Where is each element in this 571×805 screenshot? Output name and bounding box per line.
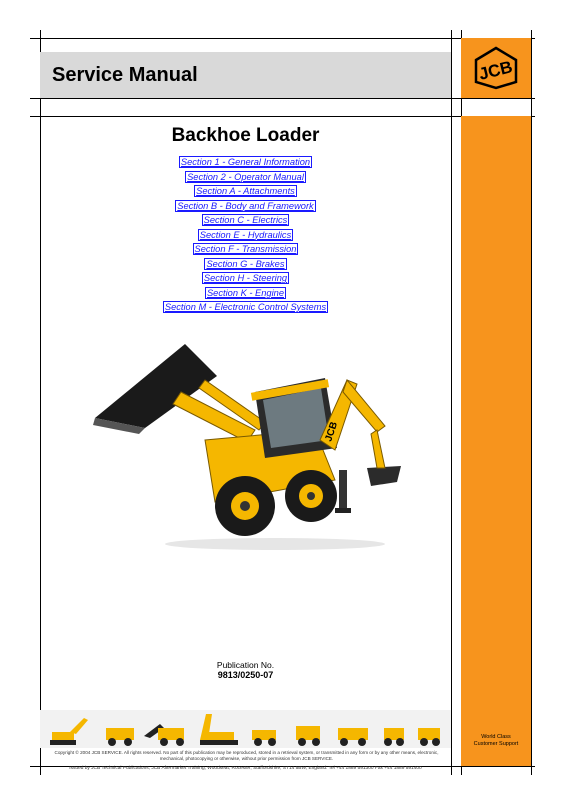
frame-body-top-line [30,116,535,117]
list-item [40,183,451,198]
svg-text:JCB: JCB [323,420,341,443]
section-link[interactable]: Section K - Engine [206,287,284,298]
logo-text: JCB [476,57,515,84]
section-link[interactable]: Section M - Electronic Control Systems [164,302,327,312]
list-item [40,299,451,314]
brand-panel-side [461,116,531,766]
section-link[interactable]: Section B - Body and Framework [177,200,314,211]
frame-right-line [531,30,532,775]
slogan-line: World Class [481,734,511,740]
section-list [40,154,451,314]
section-link[interactable]: Section C - Electrics [203,215,288,225]
list-item [40,256,451,271]
issued-by-notice: Issued by JCB Technical Publications, JCB Aftermarket Training, Woodseat, Rocester, Staffordshire, ST14 5BW, England. Tel +44 1889 591300 Fax +44 1889 591400 [69,766,422,771]
document-title: Backhoe Loader [171,125,320,146]
list-item [40,270,451,285]
section-link[interactable]: Section A - Attachments [196,186,295,196]
section-link[interactable]: Section E - Hydraulics [199,229,292,240]
slogan [461,734,531,748]
list-item [40,241,451,256]
list-item [40,169,451,184]
list-item [40,285,451,300]
backhoe-loader-image [85,330,415,555]
slogan-line: Customer Support [473,741,519,747]
list-item [40,227,451,242]
list-item [40,212,451,227]
frame-inner-line [451,30,452,775]
section-link[interactable]: Section 1 - General Information [180,157,311,167]
page-title: Service Manual [52,64,198,86]
list-item [40,154,451,169]
frame-top-line [30,38,535,39]
section-link[interactable]: Section G - Brakes [206,258,285,269]
machine-range-strip [40,710,451,748]
publication-number: 9813/0250-07 [217,670,274,680]
frame-header-bottom-line [30,98,535,99]
copyright-notice: Copyright © 2004 JCB SERVICE. All rights reserved. No part of this publication may be reproduced, stored in a retrieval system, or transmitted in any form or by any other means, electronic, mechanical, photocopying or otherwise, without prior permission from JCB SERVICE. [54,750,439,761]
section-link[interactable]: Section F - Transmission [194,244,297,254]
section-link[interactable]: Section 2 - Operator Manual [187,171,304,182]
jcb-logo [470,46,522,90]
list-item [40,198,451,213]
section-link[interactable]: Section H - Steering [203,273,288,283]
publication-label: Publication No. [216,660,275,670]
